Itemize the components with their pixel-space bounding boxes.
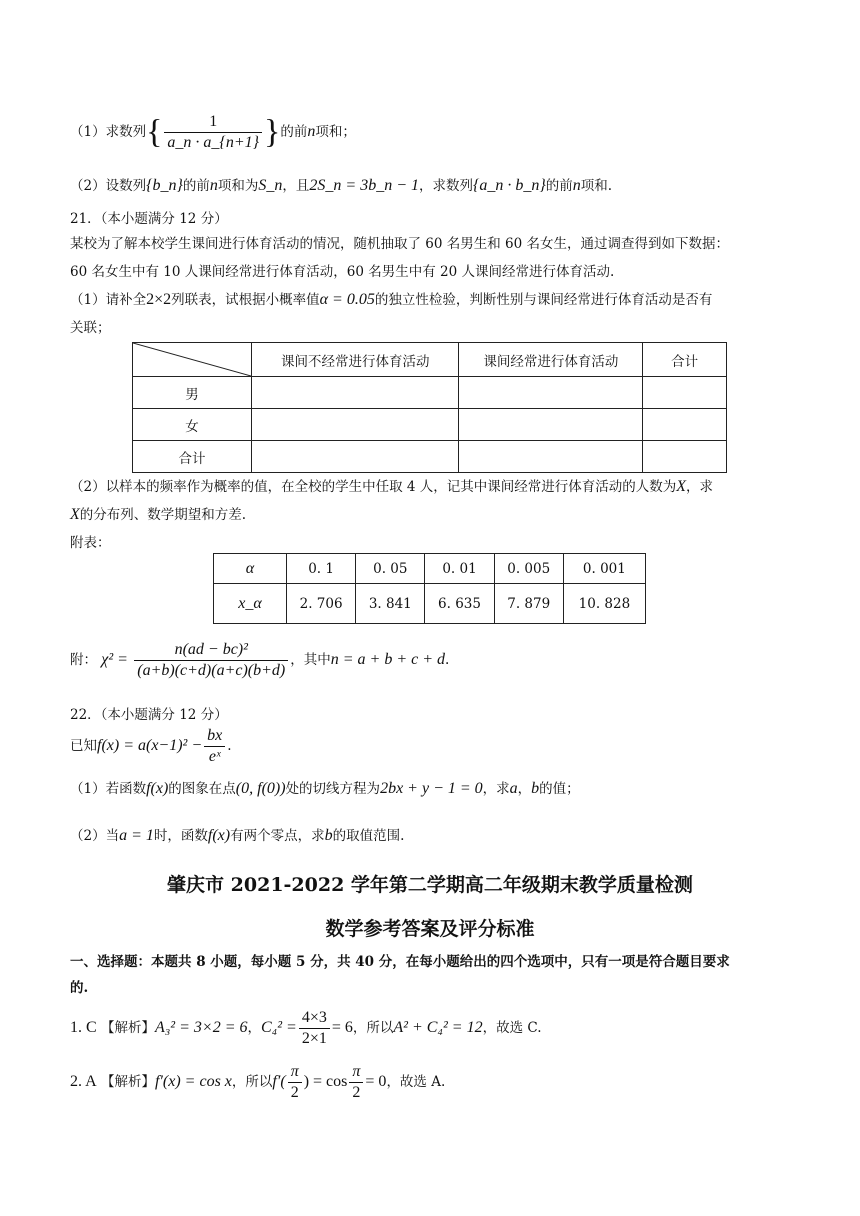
math: f′(x) = cos x xyxy=(154,1073,232,1090)
math: ) = cos xyxy=(303,1073,348,1090)
formula-fraction xyxy=(134,640,288,681)
x-value: 7. 879 xyxy=(494,584,563,624)
math: f′( xyxy=(272,1073,286,1090)
math: b xyxy=(324,827,333,844)
text: （1）若函数 xyxy=(70,781,147,797)
row-label: 男 xyxy=(133,377,252,409)
q21-part2 xyxy=(70,477,800,497)
x-value: 2. 706 xyxy=(287,584,356,624)
diagonal-line xyxy=(133,343,251,376)
numerator: n(ad − bc)² xyxy=(134,640,288,661)
q21-header: 21．（本小题满分 12 分） xyxy=(70,211,228,227)
text: ，求数列 xyxy=(418,178,473,194)
text: （2）当 xyxy=(70,828,120,844)
math: C₄² = xyxy=(261,1019,297,1036)
text: 项和； xyxy=(315,124,356,140)
math: f(x) xyxy=(146,780,169,797)
text: ，且 xyxy=(282,178,310,194)
text: ，求 xyxy=(482,781,510,797)
math: A² + C₄² = 12 xyxy=(393,1019,483,1036)
text: 的独立性检验，判断性别与课间经常进行体育活动是否有 xyxy=(374,292,713,308)
alpha-value: 0. 1 xyxy=(287,554,356,584)
text: 时，函数 xyxy=(153,828,208,844)
table-cell[interactable] xyxy=(252,377,459,409)
text: ，所以 xyxy=(231,1074,273,1090)
text: 已知 xyxy=(70,738,97,754)
answer-2 xyxy=(70,1062,800,1106)
denominator: (a+b)(c+d)(a+c)(b+d) xyxy=(137,662,286,679)
alpha-value: 0. 05 xyxy=(356,554,425,584)
x-label: x_α xyxy=(214,584,287,624)
alpha-value: 0. 01 xyxy=(425,554,494,584)
answer-label: 1. C xyxy=(70,1019,97,1036)
denominator: 2 xyxy=(352,1084,361,1101)
text: ，故选 C. xyxy=(482,1020,542,1036)
table-cell[interactable] xyxy=(252,441,459,473)
q21-body2: 60 名女生中有 10 人课间经常进行体育活动，60 名男生中有 20 人课间经常进行体育活动. xyxy=(70,264,615,280)
text: （1）求数列 xyxy=(70,124,147,140)
text: 列联表，试根据小概率值 xyxy=(171,292,320,308)
denominator: eˣ xyxy=(208,748,221,765)
text: 的值； xyxy=(539,781,580,797)
alpha-value: 0. 001 xyxy=(563,554,645,584)
text: 的前 xyxy=(545,178,573,194)
left-brace: { xyxy=(146,113,163,151)
x-value: 10. 828 xyxy=(563,584,645,624)
answer-title: 肇庆市 2021-2022 学年第二学期高二年级期末教学质量检测 xyxy=(167,874,693,896)
table-cell[interactable] xyxy=(459,409,643,441)
fraction xyxy=(349,1062,363,1103)
text: （2）以样本的频率作为概率的值，在全校的学生中任取 4 人，记其中课间经常进行体育活动的人数为 xyxy=(70,479,677,495)
x-value: 6. 635 xyxy=(425,584,494,624)
q22-part2 xyxy=(70,826,800,846)
text: （1）请补全 xyxy=(70,292,147,308)
fraction xyxy=(204,726,225,767)
table-cell[interactable] xyxy=(459,377,643,409)
math: χ² = xyxy=(101,651,128,668)
numerator: π xyxy=(288,1062,302,1083)
math: 2S_n = 3b_n − 1 xyxy=(309,177,419,194)
text: 有两个零点，求 xyxy=(230,828,325,844)
x-value: 3. 841 xyxy=(356,584,425,624)
text: ， xyxy=(247,1020,261,1036)
text: ，所以 xyxy=(352,1020,394,1036)
text: 的图象在点 xyxy=(168,781,236,797)
text: 项和为 xyxy=(217,178,259,194)
numerator: 1 xyxy=(164,112,262,133)
table-header: 课间经常进行体育活动 xyxy=(459,343,643,377)
answer-subtitle: 数学参考答案及评分标准 xyxy=(325,918,535,940)
tag: 【解析】 xyxy=(100,1020,155,1036)
math: = 6 xyxy=(331,1019,353,1036)
chi-square-formula xyxy=(70,640,800,688)
math: n xyxy=(209,177,218,194)
numerator: π xyxy=(349,1062,363,1083)
math: 2bx + y − 1 = 0 xyxy=(380,780,483,797)
math-var: n xyxy=(307,123,316,140)
alpha-value: 0. 005 xyxy=(494,554,563,584)
row-label: 合计 xyxy=(133,441,252,473)
math: = 0 xyxy=(365,1073,387,1090)
q21-part1 xyxy=(70,290,800,310)
math: A₃² = 3×2 = 6 xyxy=(154,1019,248,1036)
section1-heading-cont: 的. xyxy=(70,980,89,996)
numerator: 4×3 xyxy=(299,1008,330,1029)
math: a = 1 xyxy=(119,827,154,844)
denominator: 2 xyxy=(290,1084,299,1101)
text: . xyxy=(227,738,232,754)
q20-part2 xyxy=(70,176,800,196)
math: a xyxy=(509,780,518,797)
table-header: 课间不经常进行体育活动 xyxy=(252,343,459,377)
q21-body1: 某校为了解本校学生课间进行体育活动的情况，随机抽取了 60 名男生和 60 名女生，通过调查得到如下数据： xyxy=(70,236,730,252)
q21-part2-cont xyxy=(70,505,800,525)
table-cell[interactable] xyxy=(252,409,459,441)
text: 的前 xyxy=(280,124,308,140)
tag: 【解析】 xyxy=(100,1074,155,1090)
row-label: 女 xyxy=(133,409,252,441)
math: α = 0.05 xyxy=(319,291,375,308)
text: 的分布列、数学期望和方差. xyxy=(79,507,247,523)
q22-part1 xyxy=(70,779,800,799)
text: 的取值范围. xyxy=(332,828,405,844)
denominator: a_n · a_{n+1} xyxy=(167,134,260,151)
alpha-label: α xyxy=(214,554,287,584)
section1-heading: 一、选择题：本题共 8 小题，每小题 5 分，共 40 分，在每小题给出的四个选项中，只有一项是符合题目要求 xyxy=(70,954,730,970)
answer-label: 2. A xyxy=(70,1073,97,1090)
fraction xyxy=(288,1062,302,1103)
fraction xyxy=(299,1008,330,1049)
table-cell[interactable] xyxy=(643,377,727,409)
math: X xyxy=(676,478,687,495)
text: ，其中 xyxy=(290,652,331,668)
q22-header: 22．（本小题满分 12 分） xyxy=(70,707,228,723)
math: n xyxy=(572,177,581,194)
appendix-label: 附表： xyxy=(70,535,111,551)
math: (0, f(0)) xyxy=(235,780,286,797)
contingency-table xyxy=(132,342,727,473)
answer-1 xyxy=(70,1008,800,1052)
math: f(x) = a(x−1)² − xyxy=(97,737,203,754)
q20-part1 xyxy=(70,112,800,156)
table-cell[interactable] xyxy=(459,441,643,473)
numerator: bx xyxy=(204,726,225,747)
q21-part1-cont: 关联； xyxy=(70,320,111,336)
text: . xyxy=(445,652,450,668)
table-cell[interactable] xyxy=(643,409,727,441)
math: S_n xyxy=(258,177,283,194)
math: b xyxy=(531,780,540,797)
text: 项和. xyxy=(580,178,613,194)
text: ，求 xyxy=(686,479,714,495)
text: ，故选 A. xyxy=(386,1074,446,1090)
table-cell[interactable] xyxy=(643,441,727,473)
text: （2）设数列 xyxy=(70,178,147,194)
table-header: 合计 xyxy=(643,343,727,377)
text: 附： xyxy=(70,652,97,668)
math: {a_n · b_n} xyxy=(472,177,546,194)
math: 2×2 xyxy=(146,291,172,308)
text: ， xyxy=(517,781,532,797)
diagonal-header-cell xyxy=(133,343,252,377)
denominator: 2×1 xyxy=(301,1030,327,1047)
text: 处的切线方程为 xyxy=(285,781,381,797)
math: {b_n} xyxy=(146,177,183,194)
fraction xyxy=(164,112,262,153)
math: n = a + b + c + d xyxy=(330,651,446,668)
critical-value-table xyxy=(213,553,646,624)
right-brace: } xyxy=(264,113,281,151)
math: X xyxy=(70,506,80,523)
math: f(x) xyxy=(207,827,231,844)
text: 的前 xyxy=(182,178,210,194)
q22-function xyxy=(70,726,800,768)
